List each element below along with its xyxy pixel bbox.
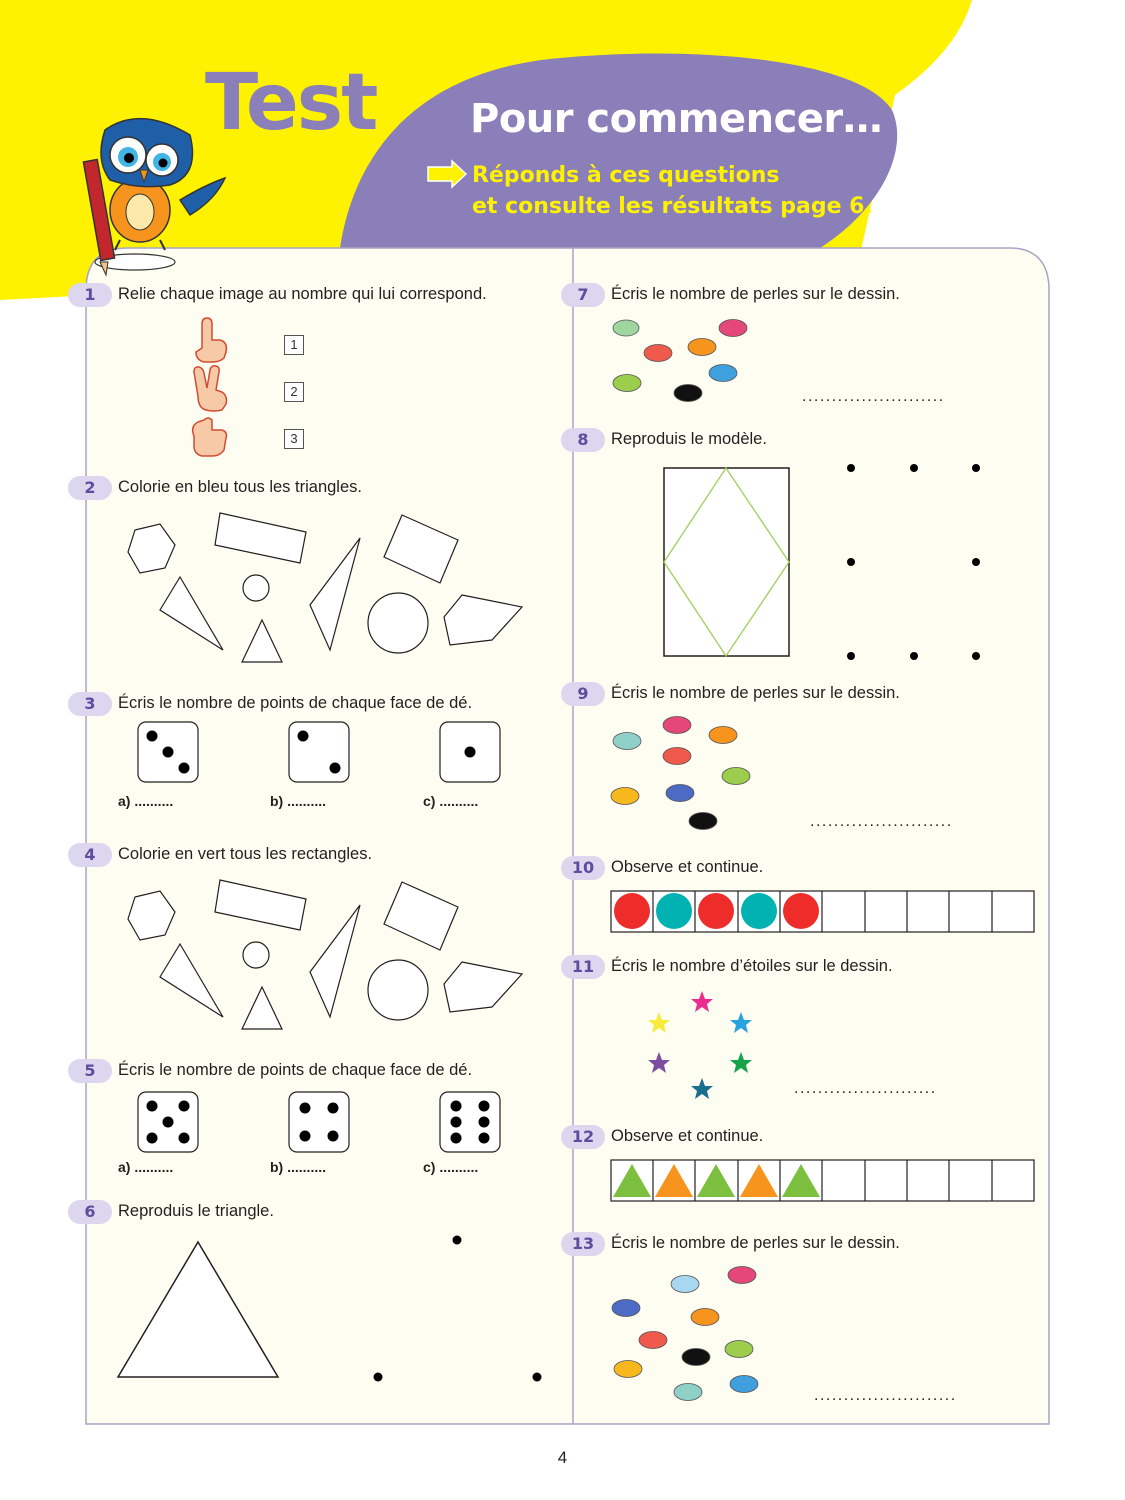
question-text-1: Relie chaque image au nombre qui lui correspond. (118, 285, 487, 303)
bead (612, 1300, 640, 1317)
page-title: Pour commencer… (470, 96, 883, 142)
bead (719, 320, 747, 337)
number-box-3[interactable]: 3 (284, 429, 304, 449)
question-number-2: 2 (68, 476, 112, 500)
question-text-3: Écris le nombre de points de chaque face de dé. (118, 694, 473, 712)
question-text-4: Colorie en vert tous les rectangles. (118, 845, 373, 863)
q10-circles (614, 893, 819, 929)
question-number-3: 3 (68, 692, 112, 716)
question-text-11: Écris le nombre d’étoiles sur le dessin. (611, 957, 893, 975)
question-number-7: 7 (561, 283, 605, 307)
bead (639, 1332, 667, 1349)
bead (709, 365, 737, 382)
instruction-line-2: et consulte les résultats page 6. (472, 194, 873, 219)
q8-model (664, 468, 789, 656)
bead (722, 768, 750, 785)
bead (614, 1361, 642, 1378)
answer-line[interactable]: ........................ (814, 1387, 957, 1404)
bead (728, 1267, 756, 1284)
page-number: 4 (557, 1448, 568, 1467)
q3-dice (138, 722, 500, 782)
answer-line[interactable]: ........................ (802, 388, 945, 405)
bead (682, 1349, 710, 1366)
bead (644, 345, 672, 362)
bead (613, 375, 641, 392)
question-number-4: 4 (68, 843, 112, 867)
number-box-1[interactable]: 1 (284, 335, 304, 355)
answer-line-b[interactable]: b) .......... (270, 1159, 326, 1175)
bead (688, 339, 716, 356)
answer-line-b[interactable]: b) .......... (270, 793, 326, 809)
question-number-11: 11 (561, 955, 605, 979)
instructions (472, 160, 873, 222)
question-text-10: Observe et continue. (611, 858, 764, 876)
question-number-12: 12 (561, 1125, 605, 1149)
question-text-2: Colorie en bleu tous les triangles. (118, 478, 362, 496)
bead (689, 813, 717, 830)
bead (613, 733, 641, 750)
bead (666, 785, 694, 802)
question-text-7: Écris le nombre de perles sur le dessin. (611, 285, 900, 303)
question-text-6: Reproduis le triangle. (118, 1202, 274, 1220)
question-number-5: 5 (68, 1059, 112, 1083)
question-number-6: 6 (68, 1200, 112, 1224)
question-text-9: Écris le nombre de perles sur le dessin. (611, 684, 900, 702)
small-circle (243, 575, 269, 601)
bead (663, 748, 691, 765)
answer-line-c[interactable]: c) .......... (423, 793, 479, 809)
test-title: Test (205, 58, 377, 148)
bead (730, 1376, 758, 1393)
number-box-2[interactable]: 2 (284, 382, 304, 402)
bead (674, 1384, 702, 1401)
bead (613, 320, 639, 336)
bead (611, 788, 639, 805)
bead (725, 1341, 753, 1358)
question-text-8: Reproduis le modèle. (611, 430, 767, 448)
answer-line-a[interactable]: a) .......... (118, 1159, 174, 1175)
circle (368, 593, 428, 653)
answer-line-c[interactable]: c) .......... (423, 1159, 479, 1175)
question-number-9: 9 (561, 682, 605, 706)
q5-dice (138, 1092, 500, 1152)
question-text-5: Écris le nombre de points de chaque face de dé. (118, 1061, 473, 1079)
bead (663, 717, 691, 734)
answer-line[interactable]: ........................ (794, 1080, 937, 1097)
question-number-13: 13 (561, 1232, 605, 1256)
answer-line[interactable]: ........................ (810, 813, 953, 830)
question-number-1: 1 (68, 283, 112, 307)
question-text-12: Observe et continue. (611, 1127, 764, 1145)
instruction-line-1: Réponds à ces questions (472, 163, 780, 188)
bead (709, 727, 737, 744)
question-number-10: 10 (561, 856, 605, 880)
answer-line-a[interactable]: a) .......... (118, 793, 174, 809)
bead (671, 1276, 699, 1293)
bead (674, 385, 702, 402)
question-number-8: 8 (561, 428, 605, 452)
question-text-13: Écris le nombre de perles sur le dessin. (611, 1234, 900, 1252)
bead (691, 1309, 719, 1326)
